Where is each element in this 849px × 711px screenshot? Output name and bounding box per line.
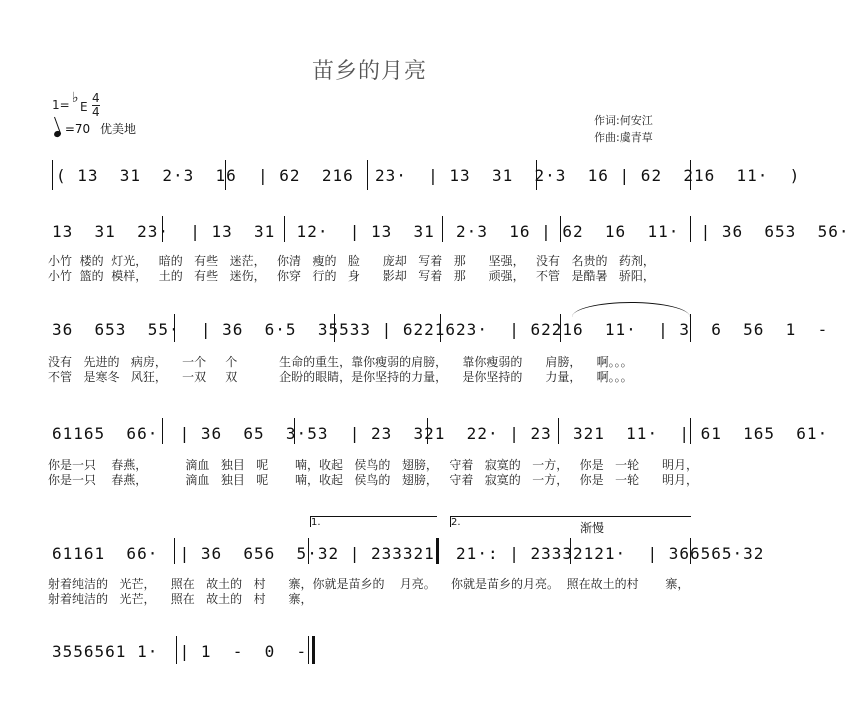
- notation-line: 13 31 23· | 13 31 12· | 13 31 2·3 16 | 62 16 11· | 36 653 56·: [52, 222, 849, 241]
- notation-line: 36 653 55· | 36 6·5 35533 | 6221623· | 62216 11· | 3 6 56 1 -: [52, 320, 829, 339]
- lyric-line-4a: 射着纯洁的 光芒， 照在 故土的 村 寨，你就是苗乡的 月亮。 你就是苗乡的月亮。 照在故土的村 寨，: [48, 577, 690, 591]
- staff-row-5: [52, 538, 765, 568]
- lyric-line-1a: 小竹 楼的 灯光， 暗的 有些 迷茫， 你清 瘦的 脸 庞却 写着 那 坚强， 没有 名贵的 药剂，: [48, 254, 655, 268]
- lyric-line-3b: 你是一只 春燕， 滴血 独目 呢 喃，收起 侯鸟的 翅膀， 守着 寂寞的 一方， 你是 一轮 明月，: [48, 473, 698, 487]
- tempo-style: 优美地: [99, 122, 136, 136]
- volta-2-label: 2.: [451, 517, 461, 528]
- lyric-line-2b: 不管 是寒冬 风狂， 一双 双 企盼的眼睛，是你坚持的力量， 是你坚持的 力量， 啊。。。: [48, 370, 633, 384]
- lyric-line-1b: 小竹 篮的 模样， 土的 有些 迷伤， 你穿 行的 身 影却 写着 那 顽强， 不管 是酷暑 骄阳，: [48, 269, 655, 283]
- time-signature-top: 4: [92, 91, 100, 105]
- notation-line: ( 13 31 2·3 16 | 62 216 23· | 13 31 2·3 16 | 62 216 11· ): [56, 166, 801, 185]
- lyricist: 作词:何安江: [594, 114, 653, 127]
- staff-row-6: [52, 636, 692, 666]
- lyric-line-2a: 没有 先进的 病房， 一个 个 生命的重生，靠你瘦弱的肩膀， 靠你瘦弱的 肩膀， 啊。。。: [48, 355, 633, 369]
- tempo-value: =70: [64, 122, 91, 136]
- volta-1: [310, 516, 437, 527]
- lyric-line-3a: 你是一只 春燕， 滴血 独目 呢 喃，收起 侯鸟的 翅膀， 守着 寂寞的 一方， 你是 一轮 明月，: [48, 458, 698, 472]
- time-signature-bottom: 4: [92, 105, 100, 119]
- staff-row-1: [52, 160, 801, 190]
- staff-row-4: [52, 418, 829, 448]
- quarter-note-icon: [53, 130, 62, 138]
- key-letter: E: [80, 100, 88, 114]
- volta-1-label: 1.: [311, 517, 321, 528]
- ritardando-mark: 渐慢: [580, 521, 605, 535]
- notation-line: 3556561 1· | 1 - 0 -: [52, 642, 308, 661]
- lyric-line-4b: 射着纯洁的 光芒， 照在 故土的 村 寨，: [48, 592, 313, 606]
- barline: [308, 636, 309, 664]
- flat-icon: ♭: [72, 90, 79, 106]
- slur: [572, 302, 690, 317]
- time-signature: [92, 92, 100, 119]
- staff-row-3: [52, 314, 829, 344]
- volta-2: [450, 516, 691, 527]
- notation-line: 61165 66· | 36 65 3·53 | 23 321 22· | 23 321 11· | 61 165 61·: [52, 424, 829, 443]
- song-title: 苗乡的月亮: [311, 59, 427, 84]
- tempo-marking: [54, 120, 136, 137]
- final-barline: [312, 636, 315, 664]
- key-prefix: 1=: [52, 98, 70, 112]
- credits: [594, 112, 653, 146]
- staff-row-2: [52, 216, 849, 246]
- notation-line: 61161 66· | 36 656 5·32 | 233321 21·: | 23332121· | 366565·32: [52, 544, 765, 563]
- composer: 作曲:虞青草: [594, 131, 653, 144]
- barline: [52, 160, 53, 190]
